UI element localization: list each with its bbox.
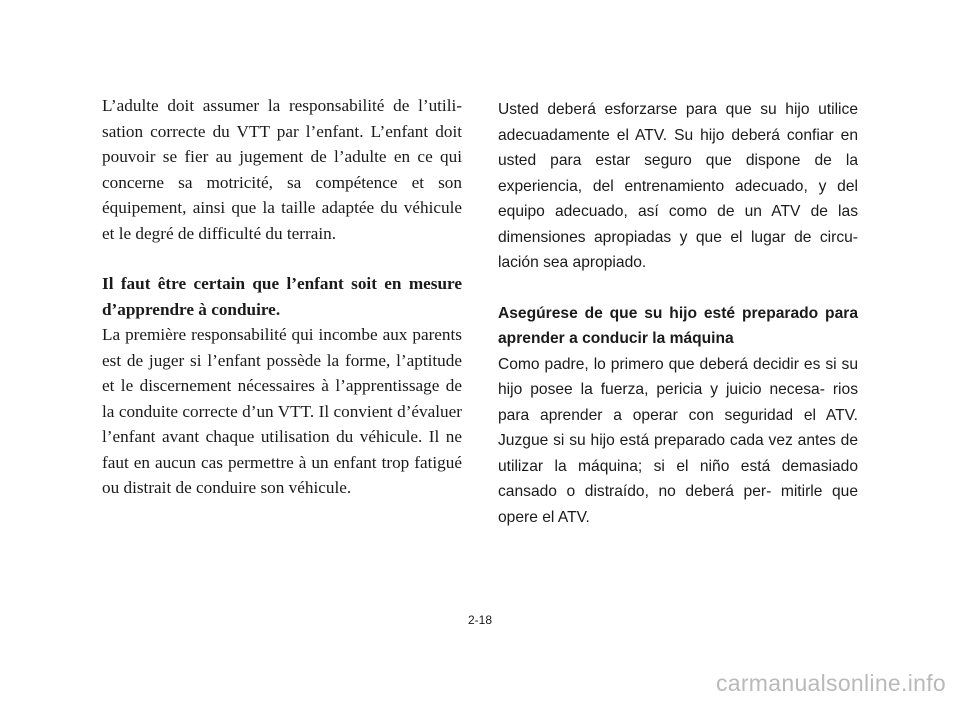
spanish-paragraph-2: Como padre, lo primero que deberá decidir es si su hijo posee la fuerza, pericia y juicio necesa- rios para aprender a operar con seguridad el ATV. Juzgue si su hijo está preparado cada vez antes de utilizar la máquina; si el niño está demasiado cansado o distraído, no deberá per- mitirle que opere el ATV. <box>498 355 858 526</box>
french-heading: Il faut être certain que l’enfant soit en mesure d’apprendre à conduire. <box>102 274 462 319</box>
spanish-heading: Asegúrese de que su hijo esté preparado para aprender a conducir la máquina <box>498 304 858 347</box>
page-number: 2-18 <box>467 613 493 627</box>
spanish-column <box>498 97 858 530</box>
paragraph-gap <box>102 246 462 271</box>
paragraph-gap <box>498 276 858 301</box>
french-paragraph-2: La première responsabilité qui incombe aux parents est de juger si l’enfant possède la forme, l’aptitude et le discernement nécessaires à l’apprentissage de la conduite correcte d’un VTT. Il convient d’évaluer l’enfant avant chaque utilisation du véhicule. Il ne faut en aucun cas permettre à un enfant trop fatigué ou distrait de conduire son véhicule. <box>102 325 462 497</box>
spanish-paragraph-1: Usted deberá esforzarse para que su hijo utilice adecuadamente el ATV. Su hijo deberá confiar en usted para estar seguro que dispone de la experiencia, del entrenamiento adecuado, y del equipo adecuado, así como de un ATV de las dimensiones apropiadas y que el lugar de circu- lación sea apropiado. <box>498 101 858 271</box>
french-paragraph-1: L’adulte doit assumer la responsabilité de l’utili- sation correcte du VTT par l’enfant. L’enfant doit pouvoir se fier au jugement de l’adulte en ce qui concerne sa motricité, sa compétence et son équipement, ainsi que la taille adaptée du véhicule et le degré de difficulté du terrain. <box>102 96 462 243</box>
french-column <box>102 93 462 501</box>
site-watermark: carmanualsonline.info <box>715 670 946 696</box>
